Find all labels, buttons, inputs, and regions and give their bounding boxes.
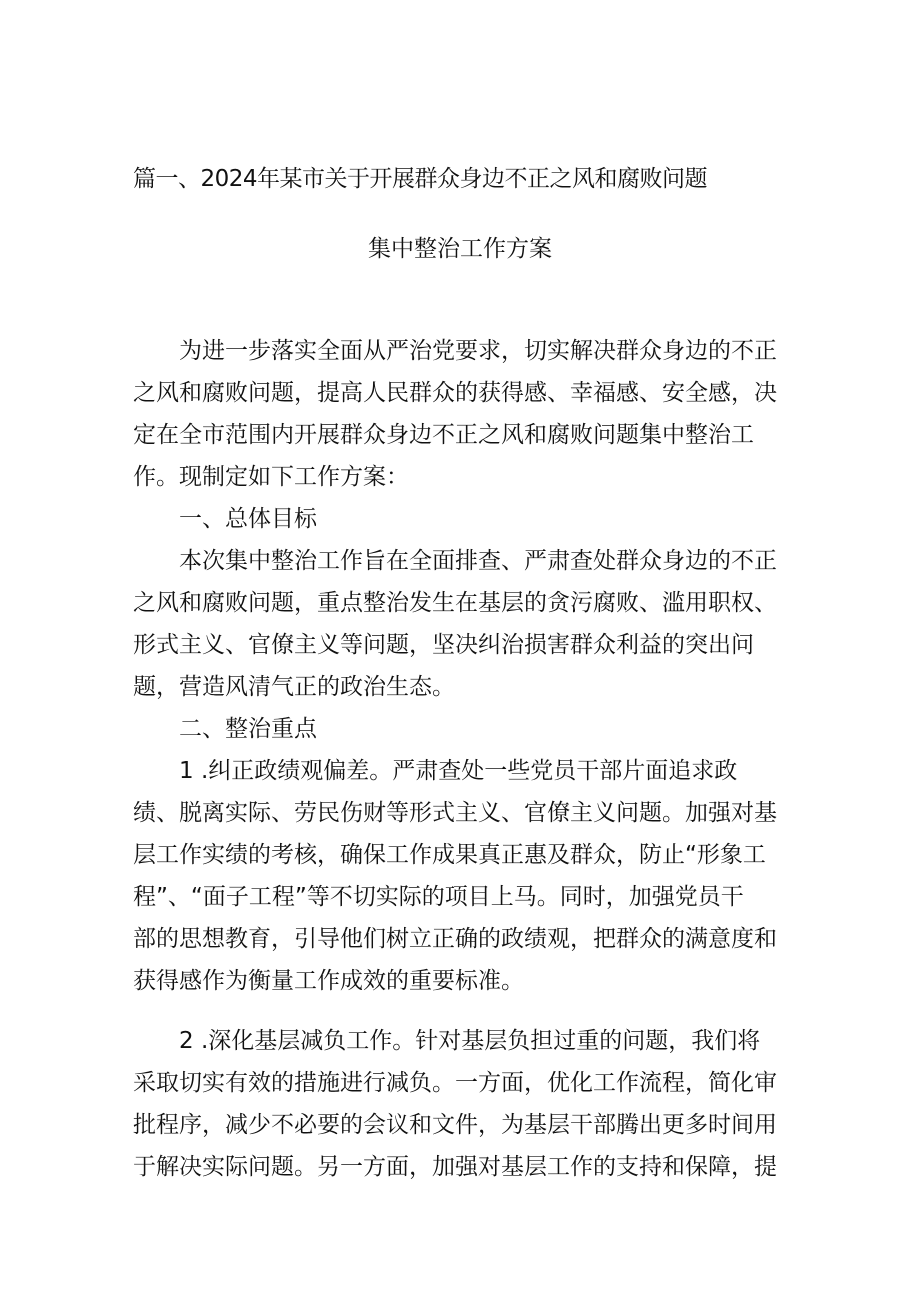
paragraph-line: 绩、脱离实际、劳民伤财等形式主义、官僚主义问题。加强对基 <box>133 800 777 826</box>
paragraph-line: 2 .深化基层减负工作。针对基层负担过重的问题，我们将 <box>179 1028 761 1054</box>
paragraph-line: 本次集中整治工作旨在全面排查、严肃查处群众身边的不正 <box>179 548 777 574</box>
paragraph-line: 定在全市范围内开展群众身边不正之风和腐败问题集中整治工 <box>133 422 754 448</box>
paragraph-line: 层工作实绩的考核，确保工作成果真正惠及群众，防止“形象工 <box>133 842 766 868</box>
document-body-continued <box>133 1020 787 1188</box>
document-title-line-1: 篇一、2024年某市关于开展群众身边不正之风和腐败问题 <box>133 166 708 192</box>
paragraph-line: 部的思想教育，引导他们树立正确的政绩观，把群众的满意度和 <box>133 926 777 952</box>
paragraph-line: 获得感作为衡量工作成效的重要标准。 <box>133 968 524 994</box>
paragraph-line: 采取切实有效的措施进行减负。一方面，优化工作流程，简化审 <box>133 1070 777 1096</box>
paragraph-line: 之风和腐败问题，提高人民群众的获得感、幸福感、安全感，决 <box>133 380 777 406</box>
paragraph-line: 为进一步落实全面从严治党要求，切实解决群众身边的不正 <box>179 338 777 364</box>
section-heading-1: 一、总体目标 <box>179 506 317 532</box>
paragraph-line: 形式主义、官僚主义等问题，坚决纠治损害群众利益的突出问 <box>133 632 754 658</box>
document-title-line-2: 集中整治工作方案 <box>368 236 552 262</box>
paragraph-line: 题，营造风清气正的政治生态。 <box>133 674 455 700</box>
paragraph-line: 作。现制定如下工作方案： <box>133 464 409 490</box>
paragraph-line: 之风和腐败问题，重点整治发生在基层的贪污腐败、滥用职权、 <box>133 590 777 616</box>
document-body <box>133 330 787 1002</box>
paragraph-line: 1 .纠正政绩观偏差。严肃查处一些党员干部片面追求政 <box>179 758 738 784</box>
paragraph-line: 于解决实际问题。另一方面，加强对基层工作的支持和保障，提 <box>133 1154 777 1180</box>
paragraph-line: 程”、“面子工程”等不切实际的项目上马。同时，加强党员干 <box>133 884 744 910</box>
paragraph-line: 批程序，减少不必要的会议和文件，为基层干部腾出更多时间用 <box>133 1112 777 1138</box>
section-heading-2: 二、整治重点 <box>179 716 317 742</box>
